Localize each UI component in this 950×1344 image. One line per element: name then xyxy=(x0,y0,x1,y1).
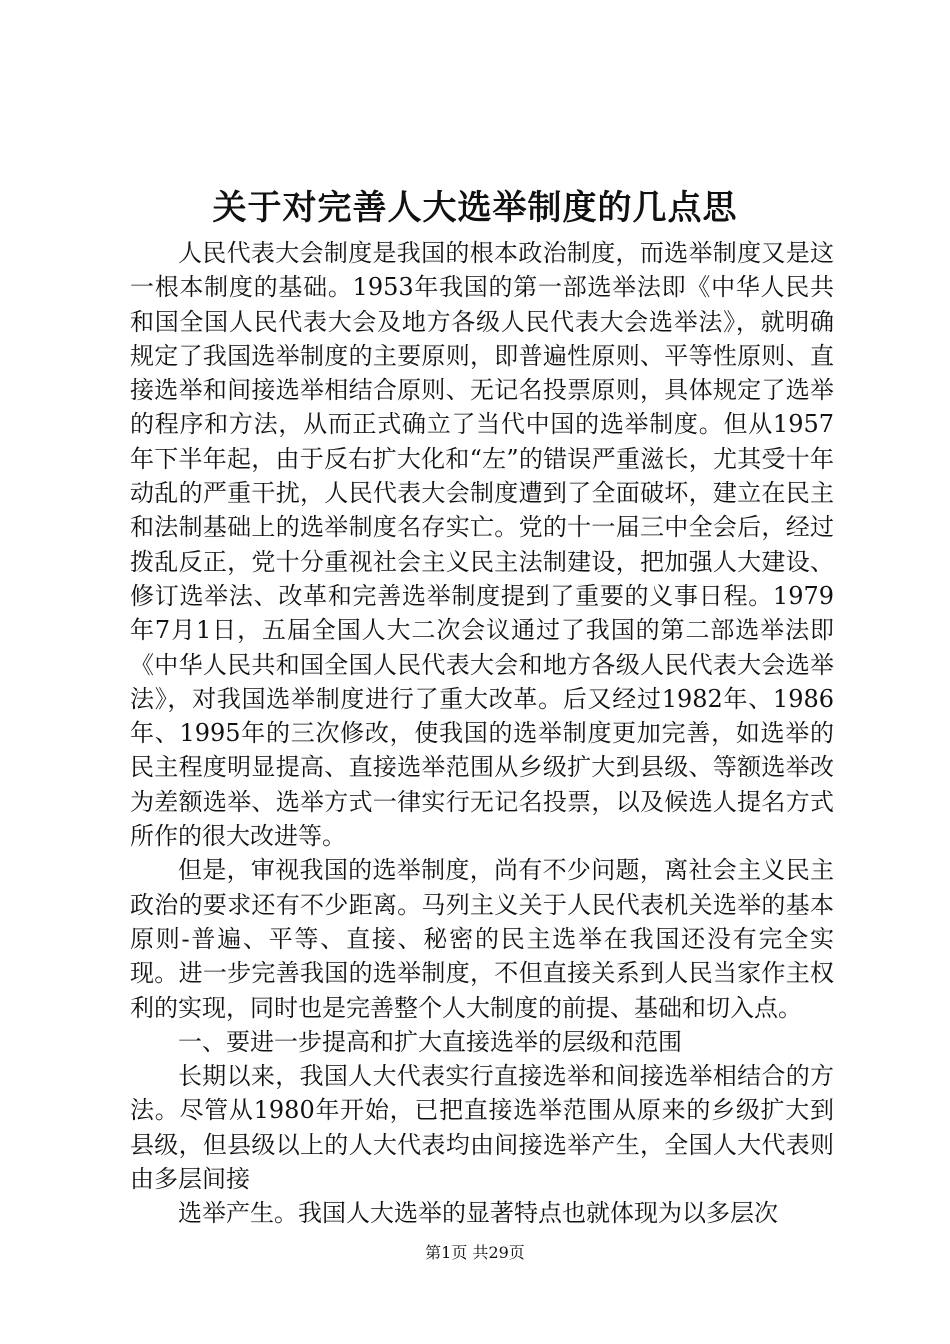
page-footer: 第1页 共29页 xyxy=(425,1243,525,1262)
paragraph-continuation: 选举产生。我国人大选举的显著特点也就体现为以多层次 xyxy=(178,1199,778,1228)
paragraph-intro: 人民代表大会制度是我国的根本政治制度，而选举制度又是这一根本制度的基础。1953年我国的第一部选举法即《中华人民共和国全国人民代表大会及地方各级人民代表大会选举法》，就明确规定了我国选举制度的主要原则，即普遍性原则、平等性原则、直接选举和间接选举相结合原则、无记名投票原则，具体规定了选举的程序和方法，从而正式确立了当代中国的选举制度。但从1957年下半年起，由于反右扩大化和“左”的错误严重滋长，尤其受十年动乱的严重干扰，人民代表大会制度遭到了全面破坏，建立在民主和法制基础上的选举制度名存实亡。党的十一届三中全会后，经过拨乱反正，党十分重视社会主义民主法制建设，把加强人大建设、修订选举法、改革和完善选举制度提到了重要的义事日程。1979年7月1日，五届全国人大二次会议通过了我国的第二部选举法即《中华人民共和国全国人民代表大会和地方各级人民代表大会选举法》，对我国选举制度进行了重大改革。后又经过1982年、1986年、1995年的三次修改，使我国的选举制度更加完善，如选举的民主程度明显提高、直接选举范围从乡级扩大到县级、等额选举改为差额选举、选举方式一律实行无记名投票，以及候选人提名方式所作的很大改进等。 xyxy=(130,239,834,851)
section-heading-1: 一、要进一步提高和扩大直接选举的层级和范围 xyxy=(178,1027,682,1056)
paragraph-problems: 但是，审视我国的选举制度，尚有不少问题，离社会主义民主政治的要求还有不少距离。马列主义关于人民代表机关选举的基本原则-普遍、平等、直接、秘密的民主选举在我国还没有完全实现。进一步完善我国的选举制度，不但直接关系到人民当家作主权利的实现，同时也是完善整个人大制度的前提、基础和切入点。 xyxy=(130,856,834,1022)
document-title: 关于对完善人大选举制度的几点思 xyxy=(212,188,738,228)
document-body xyxy=(130,236,834,1231)
paragraph-direct-election: 长期以来，我国人大代表实行直接选举和间接选举相结合的方法。尽管从1980年开始，已把直接选举范围从原来的乡级扩大到县级，但县级以上的人大代表均由间接选举产生，全国人大代表则由多层间接 xyxy=(130,1062,834,1194)
